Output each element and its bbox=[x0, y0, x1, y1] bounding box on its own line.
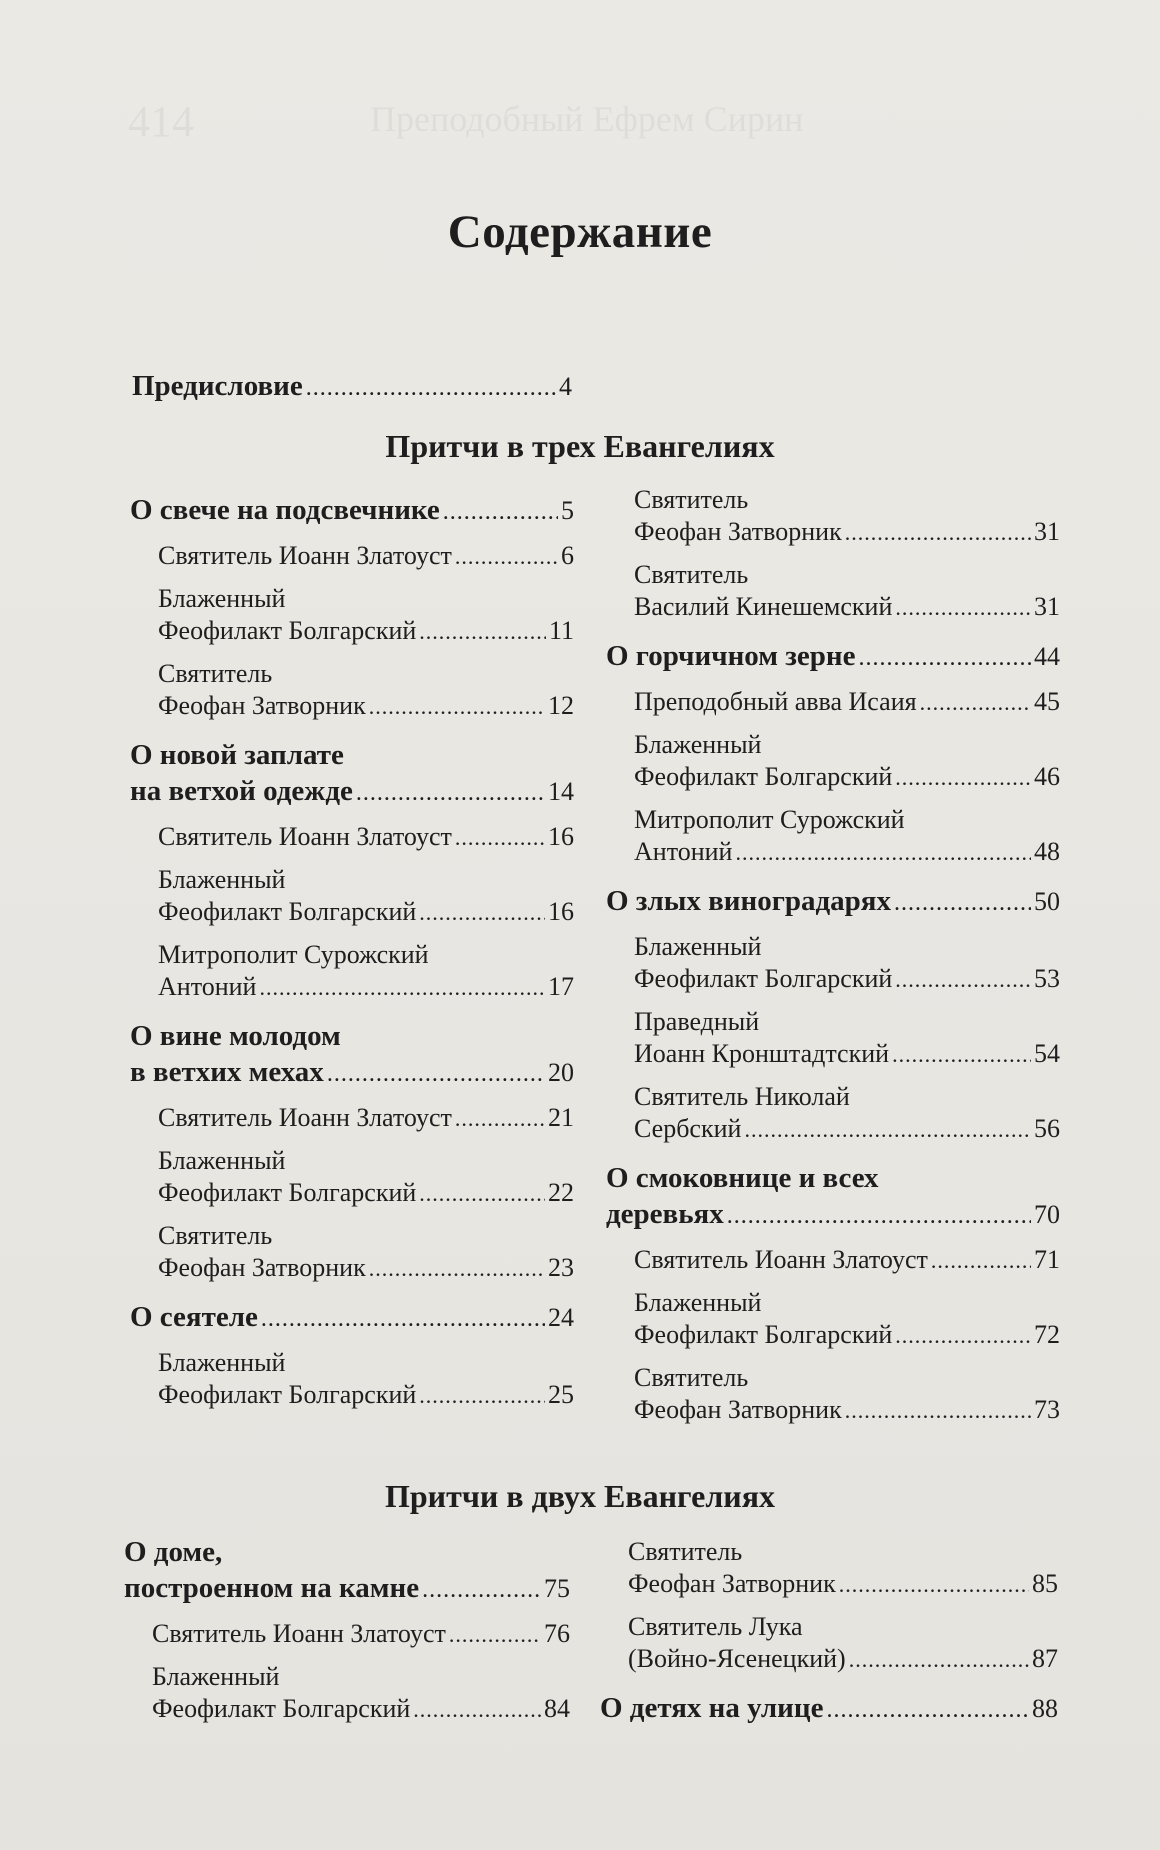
commentary-entry bbox=[152, 1618, 570, 1651]
commentary-text-line: Святитель bbox=[634, 560, 749, 589]
toc-group bbox=[130, 492, 574, 723]
bleed-through-header: Преподобный Ефрем Сирин bbox=[370, 99, 804, 139]
toc-group bbox=[130, 1018, 574, 1285]
commentary-page-number: 31 bbox=[1034, 592, 1060, 621]
commentary-entry bbox=[634, 1244, 1060, 1277]
commentary-entry bbox=[158, 864, 574, 929]
commentary-text-line: Феофан Затворник bbox=[628, 1569, 836, 1598]
leader-dots bbox=[895, 1320, 1031, 1352]
leader-dots bbox=[744, 1114, 1031, 1146]
commentary-page-number: 12 bbox=[548, 691, 574, 720]
leader-dots bbox=[894, 885, 1031, 921]
commentary-entry bbox=[158, 583, 574, 648]
chapter-entry bbox=[606, 638, 1060, 676]
leader-dots bbox=[895, 592, 1031, 624]
commentary-text-line: Антоний bbox=[634, 837, 733, 866]
commentary-text-line: Святитель Лука bbox=[628, 1612, 803, 1641]
chapter-line bbox=[130, 492, 574, 530]
chapter-entry bbox=[130, 1018, 574, 1092]
leader-dots bbox=[892, 1039, 1031, 1071]
commentary-entry bbox=[628, 1536, 1058, 1601]
commentary-text-line: Феофилакт Болгарский bbox=[158, 897, 417, 926]
chapter-line bbox=[606, 1196, 1060, 1234]
chapter-text-line: О сеятеле bbox=[130, 1301, 258, 1333]
chapter-entry bbox=[606, 883, 1060, 921]
leader-dots bbox=[419, 616, 546, 648]
commentary-entry bbox=[158, 1220, 574, 1285]
commentary-line bbox=[158, 896, 574, 929]
chapter-text-line: О горчичном зерне bbox=[606, 640, 856, 672]
leader-dots bbox=[419, 1178, 545, 1210]
commentary-page-number: 16 bbox=[548, 897, 574, 926]
commentary-text-line: Святитель Николай bbox=[634, 1082, 850, 1111]
leader-dots bbox=[826, 1692, 1029, 1728]
commentary-line bbox=[152, 1618, 570, 1651]
commentary-entry bbox=[158, 1145, 574, 1210]
commentary-line bbox=[634, 1113, 1060, 1146]
toc-group bbox=[130, 737, 574, 1004]
commentary-entry bbox=[158, 821, 574, 854]
commentary-text-line: Феофан Затворник bbox=[634, 517, 842, 546]
commentary-text-line: Блаженный bbox=[152, 1662, 280, 1691]
chapter-line bbox=[130, 773, 574, 811]
leader-dots bbox=[735, 837, 1031, 869]
chapter-line bbox=[606, 883, 1060, 921]
commentary-line bbox=[158, 821, 574, 854]
commentary-line bbox=[158, 971, 574, 1004]
commentary-text-line: Феофилакт Болгарский bbox=[158, 616, 417, 645]
commentary-line bbox=[628, 1643, 1058, 1676]
commentary-entry bbox=[634, 686, 1060, 719]
commentary-line bbox=[634, 686, 1060, 719]
commentary-text-line: (Войно-Ясенецкий) bbox=[628, 1644, 846, 1673]
commentary-page-number: 45 bbox=[1034, 687, 1060, 716]
chapter-line bbox=[130, 1299, 574, 1337]
leader-dots bbox=[727, 1198, 1031, 1234]
leader-dots bbox=[261, 1301, 545, 1337]
commentary-line bbox=[634, 963, 1060, 996]
toc-column-s2-left bbox=[124, 1534, 570, 1726]
preface-line bbox=[132, 368, 572, 406]
commentary-page-number: 87 bbox=[1032, 1644, 1058, 1673]
toc-group bbox=[124, 1534, 570, 1726]
chapter-text-line: в ветхих мехах bbox=[130, 1056, 324, 1088]
commentary-line bbox=[158, 1177, 574, 1210]
chapter-text-line: О доме, bbox=[124, 1536, 223, 1568]
leader-dots bbox=[920, 687, 1031, 719]
commentary-text-line: Святитель bbox=[158, 1221, 273, 1250]
toc-group bbox=[606, 638, 1060, 869]
commentary-text-line: Феофилакт Болгарский bbox=[158, 1380, 417, 1409]
commentary-text-line: Святитель Иоанн Златоуст bbox=[158, 822, 452, 851]
leader-dots bbox=[422, 1572, 541, 1608]
commentary-line bbox=[158, 540, 574, 573]
commentary-text-line: Святитель bbox=[634, 485, 749, 514]
commentary-text-line: Святитель bbox=[158, 659, 273, 688]
chapter-page-number: 14 bbox=[548, 777, 574, 806]
commentary-entry bbox=[158, 1347, 574, 1412]
leader-dots bbox=[419, 897, 545, 929]
commentary-page-number: 73 bbox=[1034, 1395, 1060, 1424]
commentary-text-line: Преподобный авва Исаия bbox=[634, 687, 917, 716]
commentary-entry bbox=[158, 540, 574, 573]
chapter-page-number: 75 bbox=[544, 1574, 570, 1603]
commentary-text-line: Иоанн Кронштадтский bbox=[634, 1039, 890, 1068]
chapter-text-line: построенном на камне bbox=[124, 1572, 420, 1604]
page-title: Содержание bbox=[447, 206, 713, 258]
commentary-text-line: Сербский bbox=[634, 1114, 742, 1143]
toc-group bbox=[606, 883, 1060, 1146]
commentary-line bbox=[158, 615, 574, 648]
chapter-text-line: О детях на улице bbox=[600, 1692, 824, 1724]
commentary-text-line: Блаженный bbox=[634, 1288, 762, 1317]
commentary-line bbox=[634, 836, 1060, 869]
commentary-line bbox=[634, 1319, 1060, 1352]
leader-dots bbox=[327, 1056, 545, 1092]
chapter-entry bbox=[600, 1690, 1058, 1728]
chapter-line bbox=[606, 638, 1060, 676]
commentary-text-line: Феофан Затворник bbox=[158, 1253, 366, 1282]
commentary-entry bbox=[634, 931, 1060, 996]
commentary-line bbox=[634, 591, 1060, 624]
chapter-entry bbox=[130, 492, 574, 530]
commentary-entry bbox=[634, 729, 1060, 794]
commentary-page-number: 31 bbox=[1034, 517, 1060, 546]
toc-group bbox=[606, 1160, 1060, 1427]
toc-group bbox=[600, 1690, 1058, 1728]
leader-dots bbox=[413, 1694, 541, 1726]
chapter-entry bbox=[130, 1299, 574, 1337]
commentary-line bbox=[158, 690, 574, 723]
leader-dots bbox=[895, 762, 1031, 794]
commentary-text-line: Святитель Иоанн Златоуст bbox=[152, 1619, 446, 1648]
leader-dots bbox=[849, 1644, 1029, 1676]
commentary-page-number: 54 bbox=[1034, 1039, 1060, 1068]
commentary-line bbox=[158, 1102, 574, 1135]
leader-dots bbox=[419, 1380, 545, 1412]
commentary-line bbox=[634, 761, 1060, 794]
commentary-entry bbox=[634, 559, 1060, 624]
commentary-page-number: 46 bbox=[1034, 762, 1060, 791]
chapter-entry bbox=[130, 737, 574, 811]
chapter-page-number: 44 bbox=[1034, 642, 1060, 671]
commentary-line bbox=[628, 1568, 1058, 1601]
commentary-text-line: Святитель Иоанн Златоуст bbox=[634, 1245, 928, 1274]
chapter-entry bbox=[606, 1160, 1060, 1234]
toc-group bbox=[606, 484, 1060, 624]
commentary-text-line: Блаженный bbox=[634, 730, 762, 759]
commentary-entry bbox=[158, 1102, 574, 1135]
commentary-text-line: Святитель Иоанн Златоуст bbox=[158, 1103, 452, 1132]
commentary-text-line: Святитель bbox=[628, 1537, 743, 1566]
leader-dots bbox=[443, 494, 558, 530]
commentary-page-number: 6 bbox=[561, 541, 574, 570]
commentary-page-number: 53 bbox=[1034, 964, 1060, 993]
commentary-text-line: Блаженный bbox=[158, 1348, 286, 1377]
commentary-text-line: Феофилакт Болгарский bbox=[634, 964, 893, 993]
chapter-text-line: деревьях bbox=[606, 1198, 724, 1230]
commentary-text-line: Блаженный bbox=[158, 865, 286, 894]
leader-dots bbox=[369, 1253, 545, 1285]
preface-label: Предисловие bbox=[132, 370, 303, 402]
chapter-page-number: 88 bbox=[1032, 1694, 1058, 1723]
commentary-page-number: 25 bbox=[548, 1380, 574, 1409]
toc-column-s2-right bbox=[600, 1536, 1058, 1728]
commentary-text-line: Митрополит Сурожский bbox=[634, 805, 905, 834]
commentary-entry bbox=[158, 658, 574, 723]
toc-group bbox=[130, 1299, 574, 1412]
leader-dots bbox=[895, 964, 1031, 996]
bleed-through-page-number: 414 bbox=[128, 97, 194, 146]
toc-column-s1-left bbox=[130, 492, 574, 1412]
commentary-text-line: Блаженный bbox=[158, 1146, 286, 1175]
leader-dots bbox=[259, 972, 545, 1004]
chapter-text-line: О вине молодом bbox=[130, 1020, 341, 1052]
commentary-line bbox=[158, 1379, 574, 1412]
commentary-line bbox=[158, 1252, 574, 1285]
leader-dots bbox=[845, 517, 1031, 549]
commentary-text-line: Блаженный bbox=[634, 932, 762, 961]
commentary-text-line: Святитель bbox=[634, 1363, 749, 1392]
commentary-text-line: Феофан Затворник bbox=[634, 1395, 842, 1424]
commentary-entry bbox=[634, 1006, 1060, 1071]
commentary-entry bbox=[634, 484, 1060, 549]
commentary-page-number: 11 bbox=[548, 616, 574, 645]
leader-dots bbox=[858, 640, 1031, 676]
commentary-page-number: 84 bbox=[544, 1694, 570, 1723]
commentary-page-number: 21 bbox=[548, 1103, 574, 1132]
commentary-entry bbox=[634, 1081, 1060, 1146]
leader-dots bbox=[845, 1395, 1031, 1427]
commentary-text-line: Феофилакт Болгарский bbox=[152, 1694, 411, 1723]
commentary-text-line: Феофилакт Болгарский bbox=[634, 762, 893, 791]
chapter-page-number: 5 bbox=[561, 496, 574, 525]
chapter-line bbox=[600, 1690, 1058, 1728]
commentary-page-number: 56 bbox=[1034, 1114, 1060, 1143]
chapter-page-number: 24 bbox=[548, 1303, 574, 1332]
commentary-text-line: Василий Кинешемский bbox=[634, 592, 893, 621]
commentary-line bbox=[634, 1038, 1060, 1071]
commentary-page-number: 85 bbox=[1032, 1569, 1058, 1598]
chapter-page-number: 20 bbox=[548, 1058, 574, 1087]
commentary-text-line: Феофилакт Болгарский bbox=[158, 1178, 417, 1207]
commentary-entry bbox=[634, 1287, 1060, 1352]
leader-dots bbox=[356, 775, 545, 811]
commentary-page-number: 16 bbox=[548, 822, 574, 851]
chapter-text-line: на ветхой одежде bbox=[130, 775, 353, 807]
chapter-text-line: О свече на подсвечнике bbox=[130, 494, 440, 526]
section-heading-two-gospels: Притчи в двух Евангелиях bbox=[384, 1478, 776, 1514]
preface-page: 4 bbox=[559, 372, 572, 401]
commentary-text-line: Митрополит Сурожский bbox=[158, 940, 429, 969]
toc-column-s1-right bbox=[606, 484, 1060, 1427]
chapter-text-line: О новой заплате bbox=[130, 739, 344, 771]
commentary-line bbox=[634, 1394, 1060, 1427]
commentary-text-line: Антоний bbox=[158, 972, 257, 1001]
commentary-page-number: 48 bbox=[1034, 837, 1060, 866]
commentary-entry bbox=[158, 939, 574, 1004]
chapter-entry bbox=[124, 1534, 570, 1608]
toc-group bbox=[600, 1536, 1058, 1676]
commentary-page-number: 71 bbox=[1034, 1245, 1060, 1274]
commentary-page-number: 72 bbox=[1034, 1320, 1060, 1349]
commentary-text-line: Феофан Затворник bbox=[158, 691, 366, 720]
commentary-entry bbox=[152, 1661, 570, 1726]
commentary-text-line: Праведный bbox=[634, 1007, 760, 1036]
chapter-line bbox=[130, 1054, 574, 1092]
commentary-page-number: 23 bbox=[548, 1253, 574, 1282]
leader-dots bbox=[455, 541, 558, 573]
leader-dots bbox=[306, 370, 556, 406]
chapter-text-line: О смоковнице и всех bbox=[606, 1162, 879, 1194]
chapter-page-number: 70 bbox=[1034, 1200, 1060, 1229]
leader-dots bbox=[449, 1619, 541, 1651]
commentary-line bbox=[634, 1244, 1060, 1277]
commentary-line bbox=[634, 516, 1060, 549]
leader-dots bbox=[455, 1103, 545, 1135]
chapter-line bbox=[124, 1570, 570, 1608]
commentary-entry bbox=[634, 804, 1060, 869]
chapter-text-line: О злых виноградарях bbox=[606, 885, 891, 917]
commentary-page-number: 22 bbox=[548, 1178, 574, 1207]
commentary-page-number: 76 bbox=[544, 1619, 570, 1648]
commentary-entry bbox=[628, 1611, 1058, 1676]
chapter-page-number: 50 bbox=[1034, 887, 1060, 916]
leader-dots bbox=[931, 1245, 1031, 1277]
leader-dots bbox=[839, 1569, 1029, 1601]
commentary-page-number: 17 bbox=[548, 972, 574, 1001]
commentary-line bbox=[152, 1693, 570, 1726]
commentary-text-line: Феофилакт Болгарский bbox=[634, 1320, 893, 1349]
leader-dots bbox=[369, 691, 545, 723]
commentary-text-line: Святитель Иоанн Златоуст bbox=[158, 541, 452, 570]
commentary-entry bbox=[634, 1362, 1060, 1427]
section-heading-three-gospels: Притчи в трех Евангелиях bbox=[385, 428, 775, 464]
commentary-text-line: Блаженный bbox=[158, 584, 286, 613]
leader-dots bbox=[455, 822, 545, 854]
preface-entry bbox=[132, 368, 572, 406]
